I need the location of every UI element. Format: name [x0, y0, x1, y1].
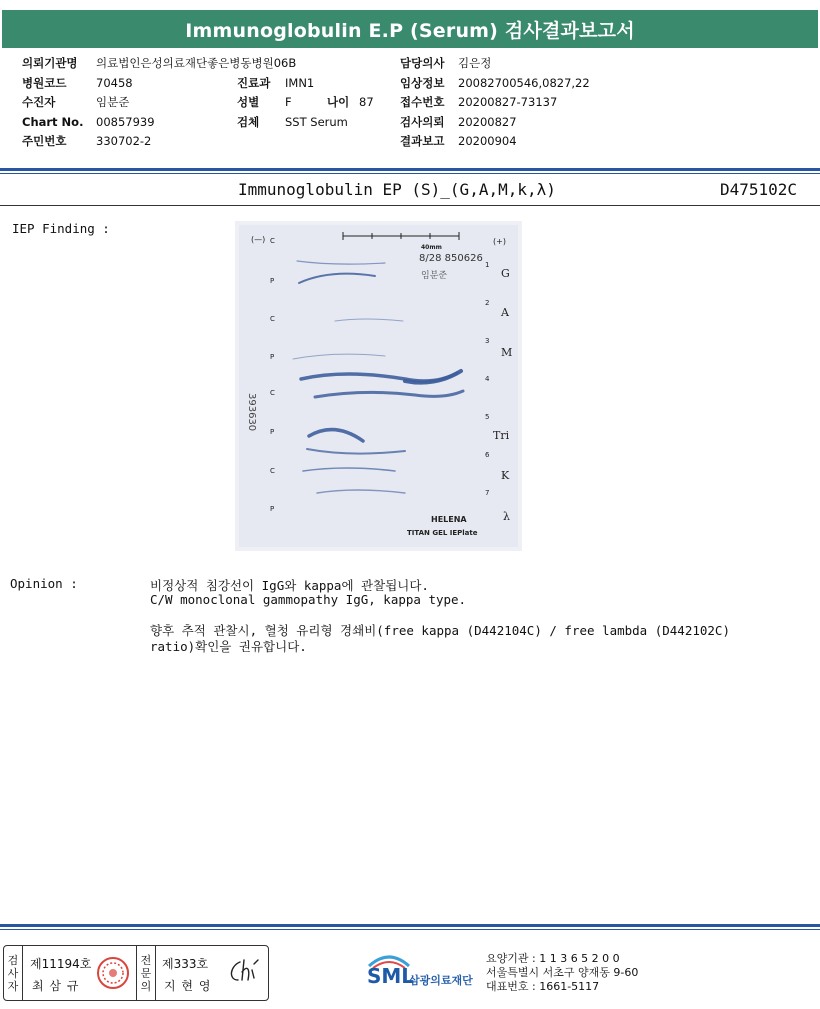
gel-antiserum-label: λ: [503, 510, 510, 523]
label-clinical-info: 임상정보: [400, 75, 445, 90]
top-rule-thin: [0, 173, 820, 174]
bottom-rule-thin: [0, 929, 820, 930]
value-resident-no: 330702-2: [96, 134, 152, 148]
gel-lane-number: 2: [485, 299, 490, 307]
info-column-3: [400, 54, 590, 152]
label-sex: 성별: [237, 95, 260, 109]
label-resident-no: 주민번호: [22, 134, 67, 148]
gel-lane-letter: P: [270, 277, 275, 285]
value-hospital-code: 70458: [96, 75, 133, 90]
gel-lane-number: 3: [485, 337, 490, 345]
gel-lane-number: 5: [485, 413, 490, 421]
gel-plate: [239, 225, 518, 547]
label-doctor: 담당의사: [400, 56, 445, 70]
value-patient: 임분준: [96, 95, 130, 109]
label-chart-no: Chart No.: [22, 114, 84, 129]
gel-side-number: 393630: [246, 393, 257, 432]
report-title-banner: [2, 10, 818, 48]
gel-brand-plate: TITAN GEL IEPlate: [407, 529, 478, 537]
tester-license: 제11194호: [30, 957, 92, 971]
org-contact-code: 요양기관 : 1 1 3 6 5 2 0 0: [486, 952, 620, 965]
value-request-date: 20200827: [458, 114, 517, 129]
expert-name: 지 현 영: [164, 979, 212, 993]
label-report-date: 결과보고: [400, 134, 445, 148]
opinion-line-2: C/W monoclonal gammopathy IgG, kappa type.: [150, 592, 467, 607]
tester-name: 최 삼 규: [32, 979, 80, 993]
org-contact-address: 서울특별시 서초구 양재동 9-60: [486, 966, 639, 979]
label-institution: 의뢰기관명: [22, 56, 78, 70]
gel-lane-letter: P: [270, 353, 275, 361]
gel-minus-label: (—): [251, 235, 266, 244]
opinion-label: Opinion :: [10, 576, 78, 591]
gel-plus-label: (+): [493, 237, 506, 246]
signature-box: [3, 945, 269, 1001]
top-rule-thick: [0, 168, 820, 171]
value-clinical-info: 20082700546,0827,22: [458, 75, 590, 90]
gel-lane-number: 6: [485, 451, 490, 459]
label-specimen: 검체: [237, 114, 260, 129]
expert-signature-icon: [226, 956, 262, 986]
expert-label: 전문의: [136, 946, 156, 1000]
gel-patient-name: 임분준: [421, 271, 448, 281]
gel-lane-letter: C: [270, 315, 275, 323]
report-title: Immunoglobulin E.P (Serum) 검사결과보고서: [185, 19, 635, 42]
gel-scale-label: 40mm: [421, 244, 442, 251]
test-line: [0, 176, 820, 206]
value-sex: F: [285, 95, 292, 109]
gel-brand-helena: HELENA: [431, 515, 467, 524]
label-patient: 수진자: [22, 95, 56, 109]
tester-label: 검사자: [4, 946, 23, 1000]
info-column-2: [237, 74, 374, 133]
value-age: 87: [359, 95, 374, 109]
value-chart-no: 00857939: [96, 114, 155, 129]
label-hospital-code: 병원코드: [22, 75, 67, 90]
value-receipt-no: 20200827-73137: [458, 95, 558, 109]
label-request-date: 검사의뢰: [400, 114, 445, 129]
org-logo-text: SML: [367, 964, 415, 988]
label-receipt-no: 접수번호: [400, 95, 445, 109]
gel-lane-number: 7: [485, 489, 490, 497]
gel-lane-letter: C: [270, 237, 275, 245]
value-report-date: 20200904: [458, 134, 517, 148]
finding-label: IEP Finding :: [12, 221, 110, 236]
gel-lane-letter: P: [270, 505, 275, 513]
org-name: 삼광의료재단: [409, 974, 473, 987]
expert-license: 제333호: [162, 957, 209, 971]
test-name: Immunoglobulin EP (S)_(G,A,M,k,λ): [238, 180, 556, 199]
gel-lane-number: 1: [485, 261, 490, 269]
gel-lane-letter: C: [270, 389, 275, 397]
value-department: IMN1: [285, 75, 315, 90]
label-department: 진료과: [237, 75, 271, 90]
gel-lane-number: 4: [485, 375, 490, 383]
value-specimen: SST Serum: [285, 114, 348, 129]
tester-seal-icon: [96, 956, 130, 990]
label-age: 나이: [327, 95, 350, 109]
report-footer: [0, 942, 820, 1002]
iep-gel-image: [235, 221, 522, 551]
org-contact: [486, 952, 638, 994]
opinion-line-1: 비정상적 침강선이 IgG와 kappa에 관찰됩니다.: [150, 578, 429, 593]
bottom-rule-thick: [0, 924, 820, 927]
gel-antiserum-label: G: [501, 267, 510, 280]
gel-lane-letter: C: [270, 467, 275, 475]
org-contact-phone: 대표번호 : 1661-5117: [486, 980, 600, 993]
value-institution: 의료법인은성의료재단좋은병동병원06B: [96, 56, 297, 70]
gel-antiserum-label: A: [501, 306, 509, 319]
opinion-line-3: 향후 추적 관찰시, 혈청 유리형 경쇄비(free kappa (D442104C) / free lambda (D442102C): [150, 623, 730, 638]
opinion-line-4: ratio)확인을 권유합니다.: [150, 639, 307, 654]
gel-antiserum-label: K: [501, 469, 510, 482]
test-code: D475102C: [720, 180, 798, 199]
gel-antiserum-label: Tri: [493, 429, 510, 442]
gel-date-code: 8/28 850626: [419, 253, 483, 264]
value-doctor: 김은정: [458, 56, 492, 70]
gel-lane-letter: P: [270, 428, 275, 436]
gel-antiserum-label: M: [501, 346, 513, 359]
